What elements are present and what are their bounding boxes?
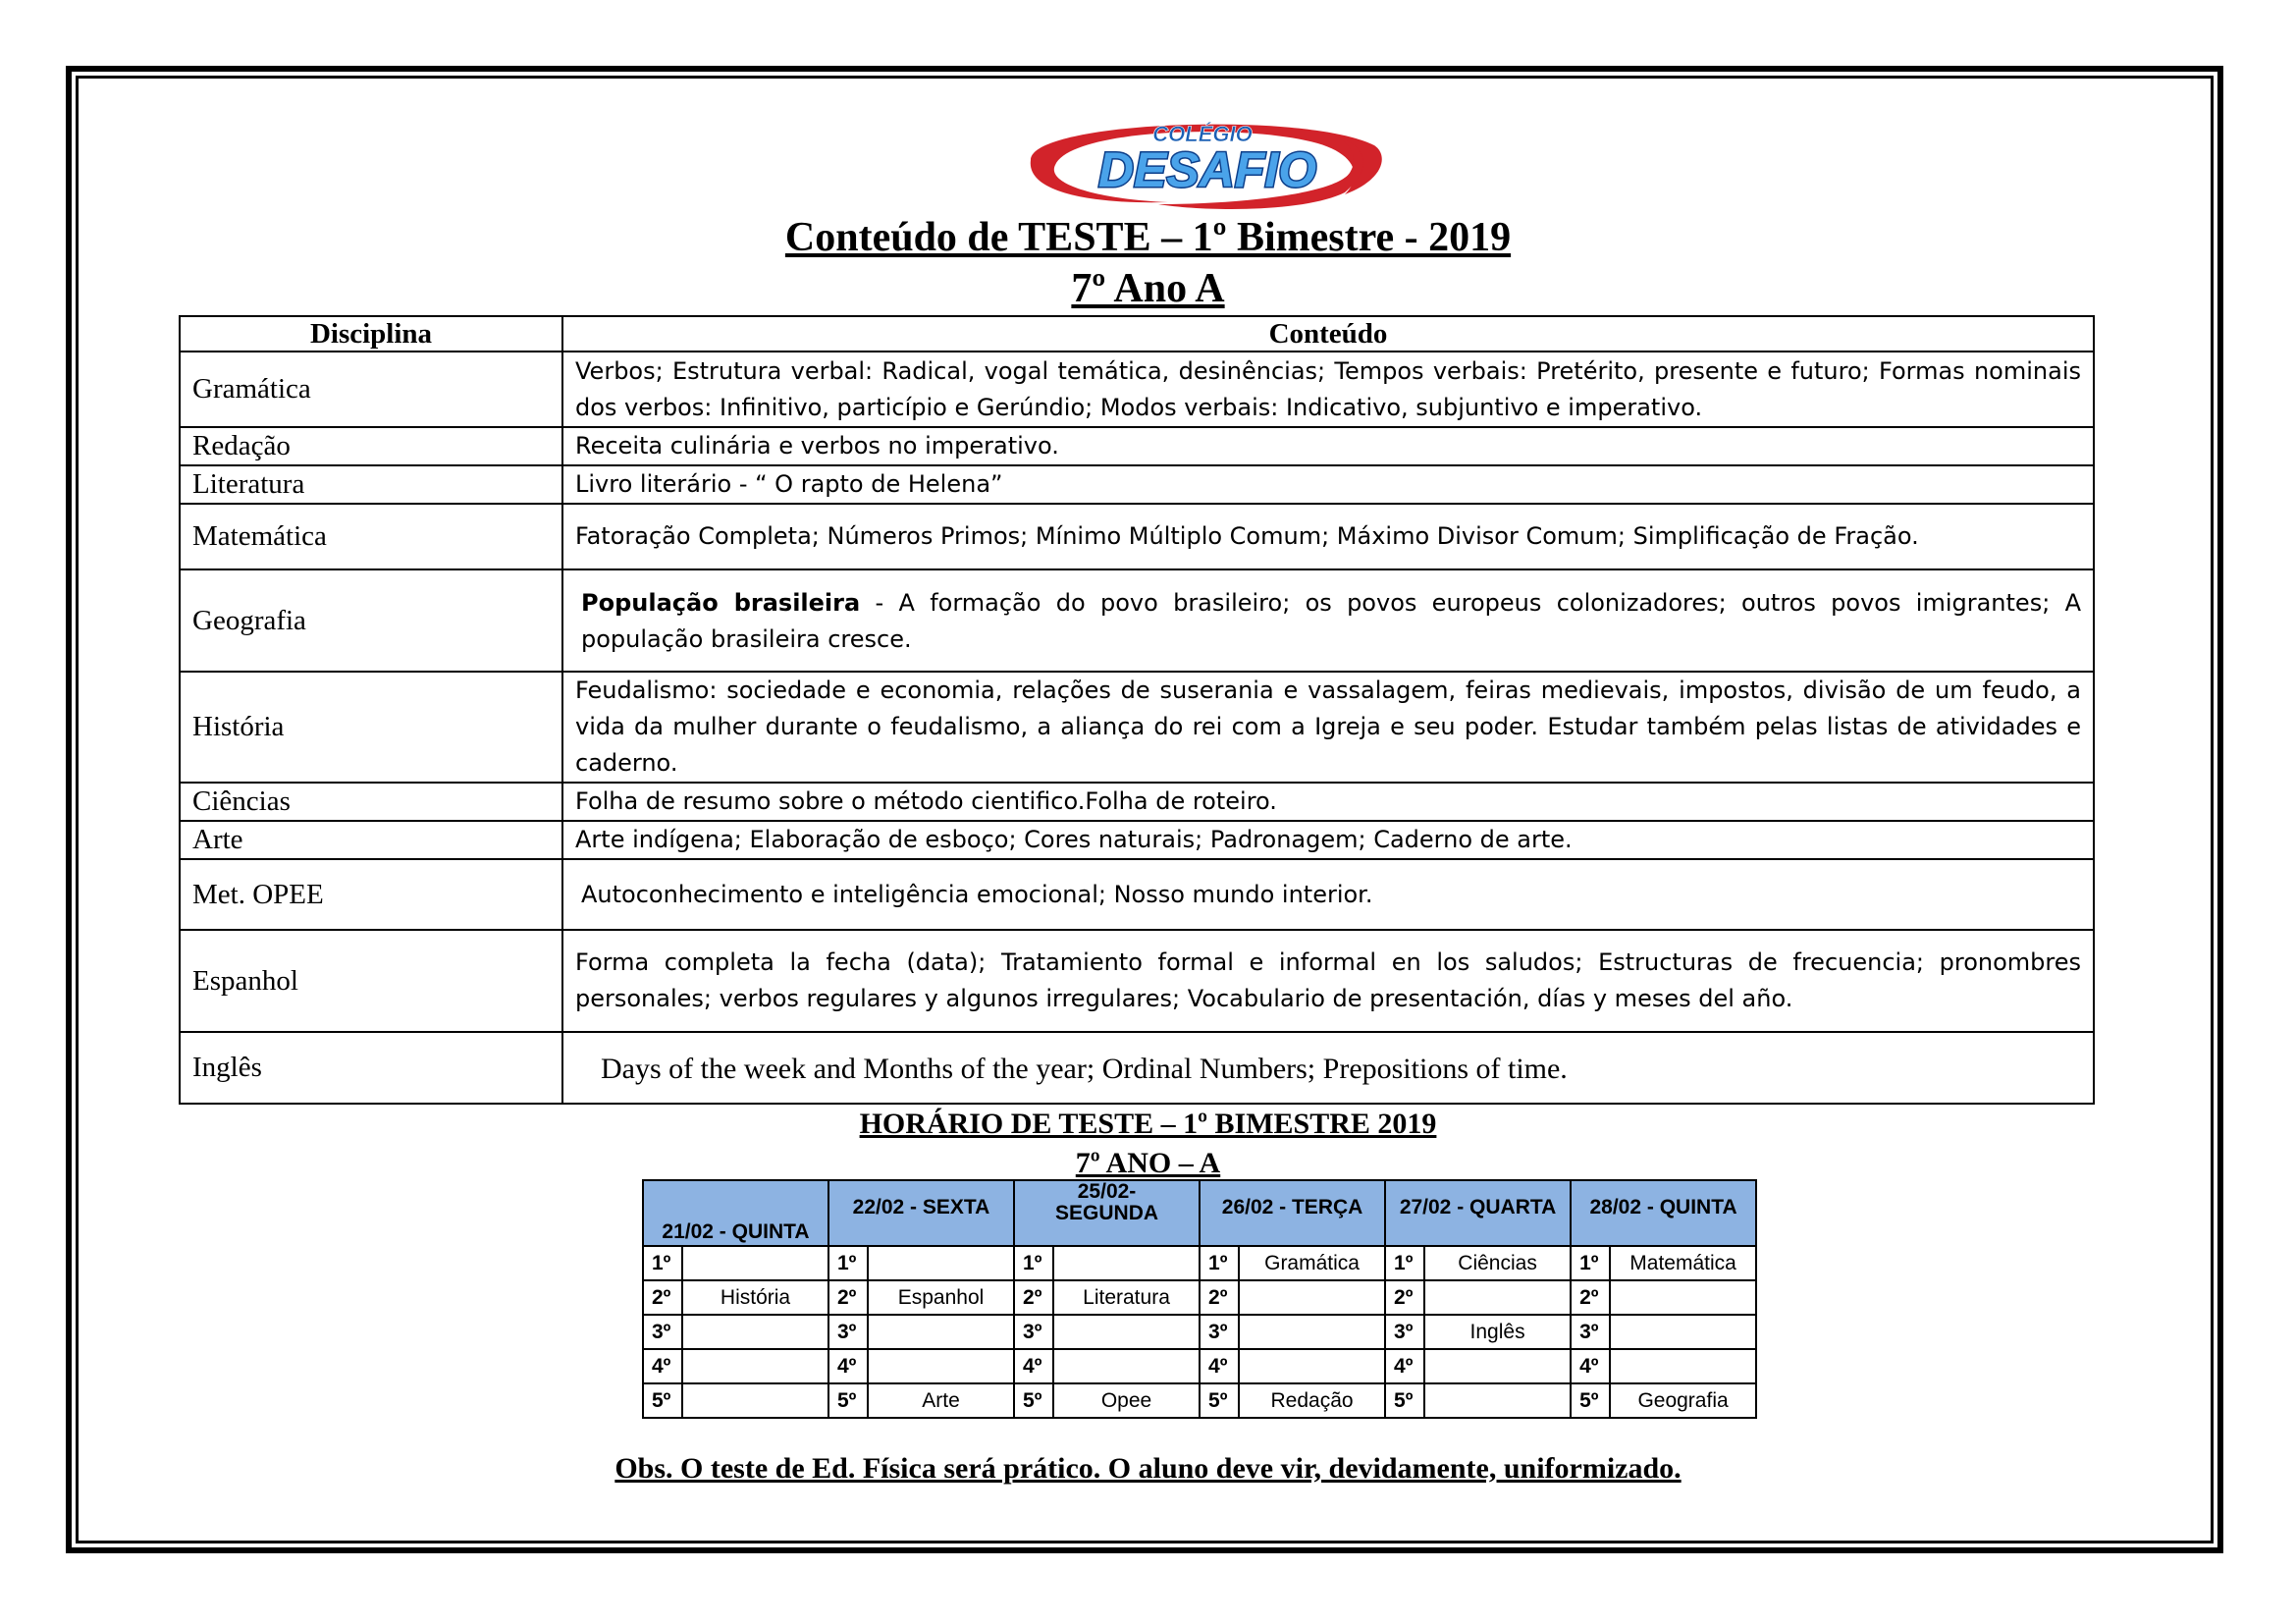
table-row [180, 859, 2094, 930]
schedule-subject [1610, 1280, 1756, 1315]
period-number: 4º [828, 1349, 868, 1383]
schedule-subject [682, 1246, 828, 1280]
schedule-subject: Ciências [1424, 1246, 1571, 1280]
schedule-subject: Gramática [1239, 1246, 1385, 1280]
schedule-subject [1053, 1349, 1200, 1383]
schedule-header-row [643, 1180, 1756, 1246]
period-number: 4º [1014, 1349, 1053, 1383]
period-number: 5º [828, 1383, 868, 1418]
schedule-row [643, 1315, 1756, 1349]
period-number: 4º [1571, 1349, 1610, 1383]
period-number: 2º [1571, 1280, 1610, 1315]
content-cell: Feudalismo: sociedade e economia, relações de suserania e vassalagem, feiras medievais, impostos, divisão de um feudo, a vida da mulher durante o feudalismo, a aliança do rei com a Igreja e seu poder. Estudar também pelas listas de atividades e caderno. [562, 672, 2094, 783]
period-number: 5º [643, 1383, 682, 1418]
schedule-subject [1053, 1246, 1200, 1280]
period-number: 2º [643, 1280, 682, 1315]
class-title: 7º Ano A [1071, 266, 1225, 311]
content-text: - A formação do povo brasileiro; os povos europeus colonizadores; outros povos imigrantes; A população brasileira cresce. [581, 589, 2082, 653]
subject-cell: Matemática [180, 504, 562, 569]
schedule-subject [1239, 1280, 1385, 1315]
header-disciplina: Disciplina [180, 316, 562, 352]
table-row [180, 352, 2094, 427]
schedule-subject: Literatura [1053, 1280, 1200, 1315]
period-number: 5º [1385, 1383, 1424, 1418]
period-number: 2º [1200, 1280, 1239, 1315]
content-cell: Livro literário - “ O rapto de Helena” [562, 465, 2094, 504]
subject-cell: Ciências [180, 783, 562, 821]
table-row [180, 1032, 2094, 1104]
schedule-subject [1053, 1315, 1200, 1349]
schedule-subtitle: 7º ANO – A [1075, 1147, 1221, 1179]
content-cell: Arte indígena; Elaboração de esboço; Cores naturais; Padronagem; Caderno de arte. [562, 821, 2094, 859]
period-number: 5º [1200, 1383, 1239, 1418]
subject-cell: Espanhol [180, 930, 562, 1032]
schedule-day-header: 21/02 - QUINTA [643, 1180, 828, 1246]
table-row [180, 783, 2094, 821]
content-cell: Autoconhecimento e inteligência emocional; Nosso mundo interior. [562, 859, 2094, 930]
content-cell: Receita culinária e verbos no imperativo. [562, 427, 2094, 465]
period-number: 3º [1200, 1315, 1239, 1349]
subject-cell: Gramática [180, 352, 562, 427]
schedule-day-header: 28/02 - QUINTA [1571, 1180, 1756, 1246]
content-bold: População brasileira [581, 589, 861, 617]
period-number: 3º [828, 1315, 868, 1349]
content-cell: Fatoração Completa; Números Primos; Mínimo Múltiplo Comum; Máximo Divisor Comum; Simplificação de Fração. [562, 504, 2094, 569]
subject-cell: Arte [180, 821, 562, 859]
period-number: 4º [1200, 1349, 1239, 1383]
period-number: 4º [643, 1349, 682, 1383]
period-number: 3º [1014, 1315, 1053, 1349]
table-row [180, 930, 2094, 1032]
subject-cell: Literatura [180, 465, 562, 504]
content-cell: Verbos; Estrutura verbal: Radical, vogal temática, desinências; Tempos verbais: Pretérito, presente e futuro; Formas nominais dos verbos: Infinitivo, particípio e Gerúndio; Modos verbais: Indicativo, subjuntivo e imperativo. [562, 352, 2094, 427]
period-number: 2º [1014, 1280, 1053, 1315]
period-number: 3º [1571, 1315, 1610, 1349]
schedule-subject [1610, 1315, 1756, 1349]
subject-cell: Geografia [180, 569, 562, 672]
schedule-row [643, 1383, 1756, 1418]
schedule-subject: Geografia [1610, 1383, 1756, 1418]
schedule-subject [1424, 1280, 1571, 1315]
schedule-subject [1239, 1349, 1385, 1383]
schedule-row [643, 1349, 1756, 1383]
period-number: 1º [1200, 1246, 1239, 1280]
schedule-subject [682, 1315, 828, 1349]
period-number: 2º [828, 1280, 868, 1315]
schedule-subject: Inglês [1424, 1315, 1571, 1349]
schedule-subject: Redação [1239, 1383, 1385, 1418]
schedule-day-header: 22/02 - SEXTA [828, 1180, 1014, 1246]
content-cell: Days of the week and Months of the year; Ordinal Numbers; Prepositions of time. [562, 1032, 2094, 1104]
content-table [179, 315, 2095, 1105]
content-cell [562, 569, 2094, 672]
subject-cell: História [180, 672, 562, 783]
schedule-subject: Espanhol [868, 1280, 1014, 1315]
observation-note: Obs. O teste de Ed. Física será prático. O aluno deve vir, devidamente, uniformizado. [614, 1452, 1682, 1485]
period-number: 1º [1385, 1246, 1424, 1280]
logo-text-colegio: COLÉGIO [1152, 122, 1253, 146]
subject-cell: Redação [180, 427, 562, 465]
content-cell: Forma completa la fecha (data); Tratamiento formal e informal en los saludos; Estructuras de frecuencia; pronombres personales; verbos regulares y algunos irregulares; Vocabulario de presentación, días y meses del año. [562, 930, 2094, 1032]
period-number: 5º [1571, 1383, 1610, 1418]
subject-cell: Met. OPEE [180, 859, 562, 930]
schedule-subject [1424, 1349, 1571, 1383]
schedule-subject [1424, 1383, 1571, 1418]
content-cell: Folha de resumo sobre o método cientifico.Folha de roteiro. [562, 783, 2094, 821]
schedule-title: HORÁRIO DE TESTE – 1º BIMESTRE 2019 [859, 1108, 1437, 1140]
schedule-subject [1610, 1349, 1756, 1383]
table-row [180, 504, 2094, 569]
period-number: 1º [1571, 1246, 1610, 1280]
schedule-subject [868, 1246, 1014, 1280]
schedule-day-header: 27/02 - QUARTA [1385, 1180, 1571, 1246]
table-row [180, 569, 2094, 672]
table-row [180, 672, 2094, 783]
schedule-subject: História [682, 1280, 828, 1315]
schedule-subject [868, 1315, 1014, 1349]
table-row [180, 821, 2094, 859]
period-number: 1º [1014, 1246, 1053, 1280]
schedule-subject [682, 1349, 828, 1383]
school-logo [1011, 106, 1389, 214]
logo-text-desafio: DESAFIO [1097, 142, 1317, 197]
header-conteudo: Conteúdo [562, 316, 2094, 352]
period-number: 3º [1385, 1315, 1424, 1349]
schedule-subject: Arte [868, 1383, 1014, 1418]
period-number: 3º [643, 1315, 682, 1349]
schedule-row [643, 1280, 1756, 1315]
schedule-table [642, 1179, 1757, 1419]
period-number: 5º [1014, 1383, 1053, 1418]
schedule-subject: Opee [1053, 1383, 1200, 1418]
period-number: 2º [1385, 1280, 1424, 1315]
page-title: Conteúdo de TESTE – 1º Bimestre - 2019 [784, 215, 1512, 260]
schedule-day-header: 26/02 - TERÇA [1200, 1180, 1385, 1246]
table-row [180, 427, 2094, 465]
schedule-day-header: 25/02- SEGUNDA [1014, 1180, 1200, 1246]
schedule-subject: Matemática [1610, 1246, 1756, 1280]
schedule-row [643, 1246, 1756, 1280]
period-number: 1º [643, 1246, 682, 1280]
content-table-header [180, 316, 2094, 352]
table-row [180, 465, 2094, 504]
schedule-subject [682, 1383, 828, 1418]
schedule-subject [1239, 1315, 1385, 1349]
subject-cell: Inglês [180, 1032, 562, 1104]
schedule-subject [868, 1349, 1014, 1383]
period-number: 4º [1385, 1349, 1424, 1383]
period-number: 1º [828, 1246, 868, 1280]
